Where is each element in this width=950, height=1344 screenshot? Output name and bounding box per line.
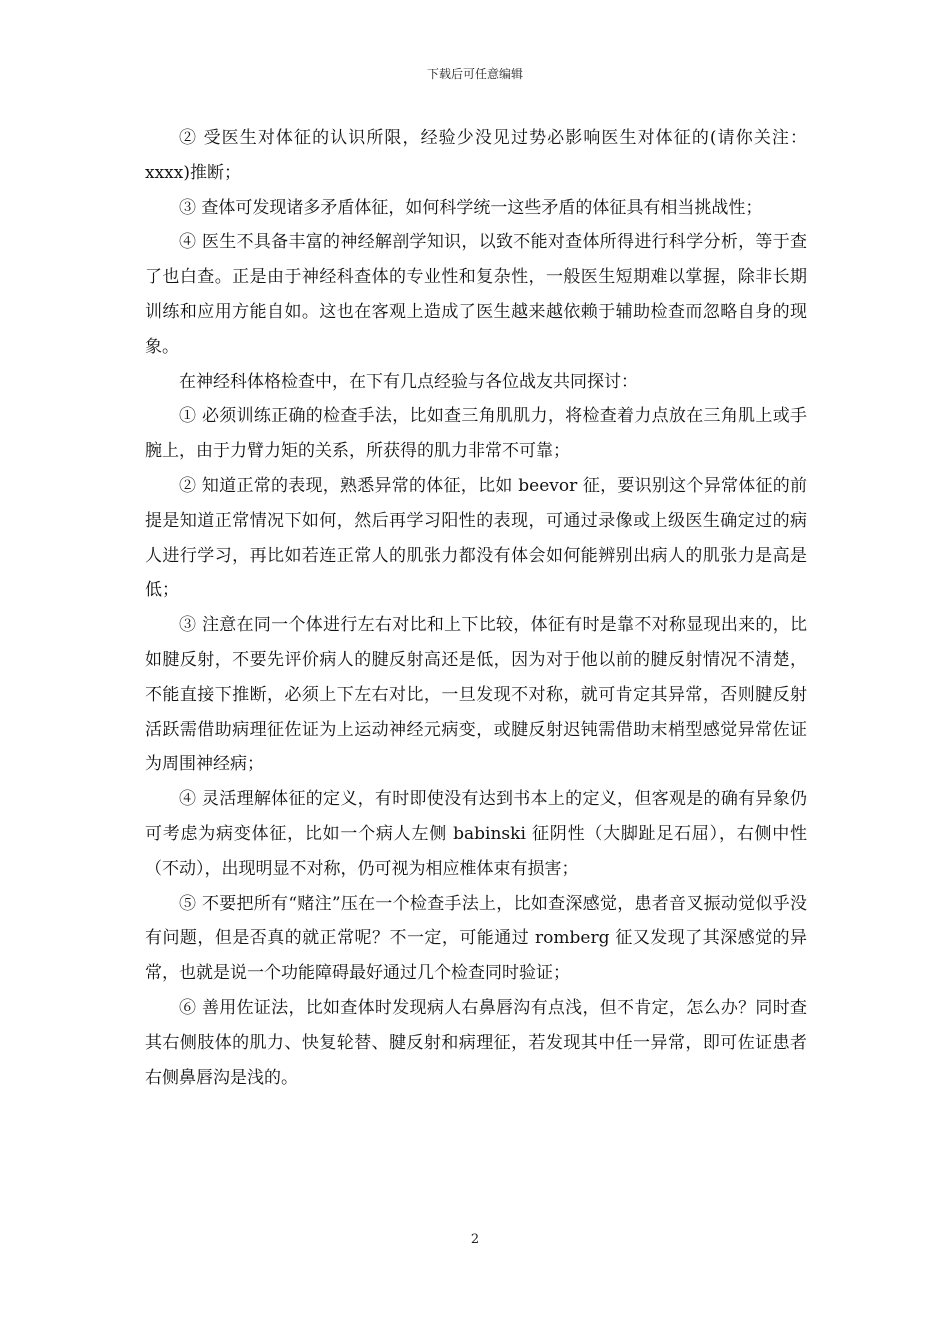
paragraph-tip-6-corroboration: ⑥ 善用佐证法，比如查体时发现病人右鼻唇沟有点浅，但不肯定，怎么办？同时查其右侧肢体的肌力、快复轮替、腱反射和病理征，若发现其中任一异常，即可佐证患者右侧鼻唇沟是浅的。 [145, 997, 807, 1088]
paragraph-tip-5-multiple-tests: ⑤ 不要把所有“赌注”压在一个检查手法上，比如查深感觉，患者音叉振动觉似乎没有问题，但是否真的就正常呢？不一定，可能通过 romberg 征又发现了其深感觉的异常，也就是说一个功能障碍最好通过几个检查同时验证； [145, 893, 807, 984]
document-body [145, 121, 807, 1095]
paragraph-experience-intro: 在神经科体格检查中，在下有几点经验与各位战友共同探讨： [179, 371, 638, 392]
paragraph-tip-1-technique: ① 必须训练正确的检查手法，比如查三角肌肌力，将检查着力点放在三角肌上或手腕上，由于力臂力矩的关系，所获得的肌力非常不可靠； [145, 406, 807, 462]
paragraph-tip-3-comparison: ③ 注意在同一个体进行左右对比和上下比较，体征有时是靠不对称显现出来的，比如腱反射，不要先评价病人的腱反射高还是低，因为对于他以前的腱反射情况不清楚，不能直接下推断，必须上下左右对比，一旦发现不对称，就可肯定其异常，否则腱反射活跃需借助病理征佐证为上运动神经元病变，或腱反射迟钝需借助末梢型感觉异常佐证为周围神经病； [145, 615, 807, 775]
page-number: 2 [470, 1232, 480, 1247]
page-header: 下载后可任意编辑 [426, 67, 523, 81]
paragraph-tip-4-definition: ④ 灵活理解体征的定义，有时即使没有达到书本上的定义，但客观是的确有异象仍可考虑为病变体征，比如一个病人左侧 babinski 征阴性（大脚趾足石屈），右侧中性（不动），出现明显不对称，仍可视为相应椎体束有损害； [145, 789, 807, 879]
paragraph-tip-2-normal-signs: ② 知道正常的表现，熟悉异常的体征，比如 beevor 征，要识别这个异常体征的前提是知道正常情况下如何，然后再学习阳性的表现，可通过录像或上级医生确定过的病人进行学习，再比如若连正常人的肌张力都没有体会如何能辨别出病人的肌张力是高是低； [145, 475, 807, 601]
paragraph-item-4-anatomy: ④ 医生不具备丰富的神经解剖学知识，以致不能对查体所得进行科学分析，等于查了也白查。正是由于神经科查体的专业性和复杂性，一般医生短期难以掌握，除非长期训练和应用方能自如。这也在客观上造成了医生越来越依赖于辅助检查而忽略自身的现象。 [145, 232, 807, 357]
paragraph-item-2-recognition: ② 受医生对体征的认识所限，经验少没见过势必影响医生对体征的(请你关注：xxxx)推断； [145, 128, 807, 183]
paragraph-item-3-contradiction: ③ 查体可发现诸多矛盾体征，如何科学统一这些矛盾的体征具有相当挑战性； [179, 197, 763, 218]
